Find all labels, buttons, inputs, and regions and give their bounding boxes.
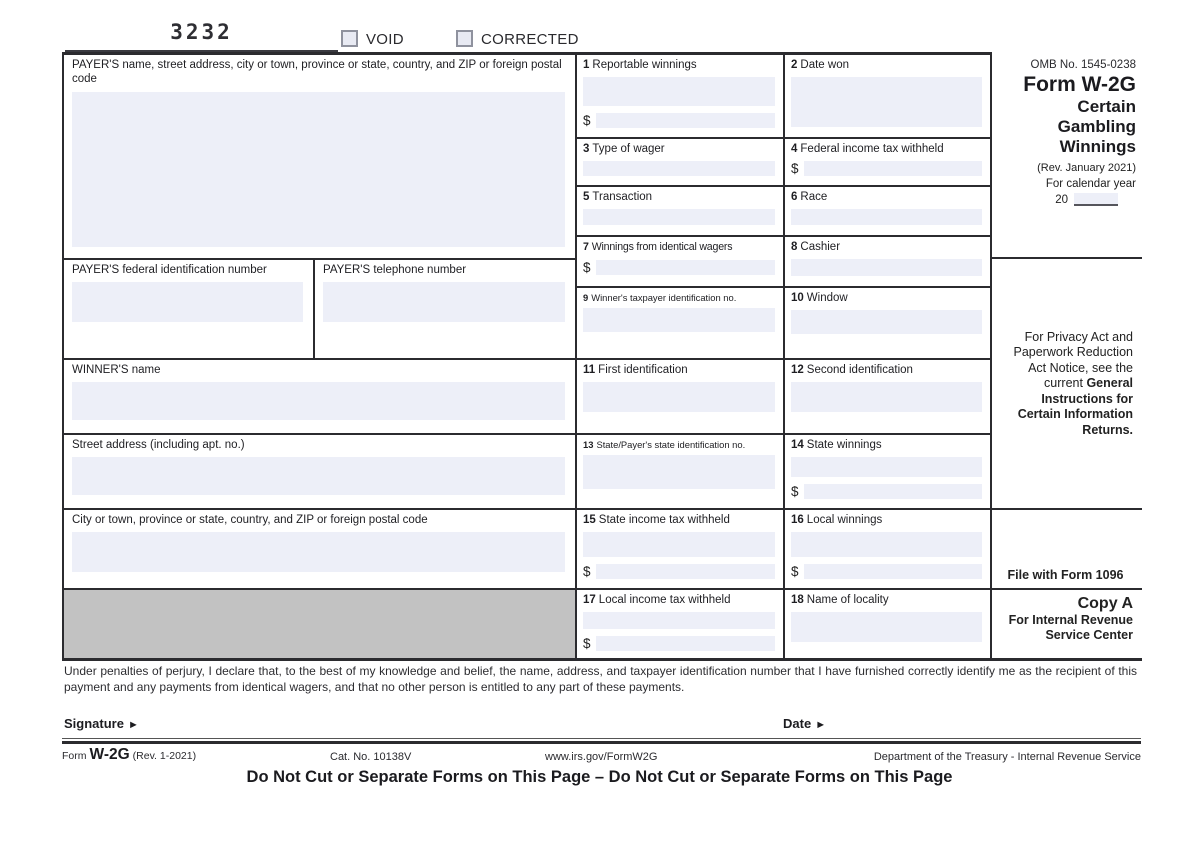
corrected-checkbox[interactable] bbox=[456, 30, 473, 47]
box-15-input[interactable] bbox=[583, 532, 775, 558]
box-16 bbox=[785, 511, 988, 585]
box-17-label: Local income tax withheld bbox=[598, 594, 731, 606]
do-not-cut-notice: Do Not Cut or Separate Forms on This Page – Do Not Cut or Separate Forms on This Page bbox=[246, 768, 953, 786]
payer-name-box bbox=[66, 56, 571, 254]
grid-line bbox=[62, 52, 990, 55]
box-1-input[interactable] bbox=[583, 77, 775, 107]
omb-number: OMB No. 1545-0238 bbox=[1030, 59, 1136, 71]
city-box bbox=[66, 511, 571, 585]
box-13-number: 13 bbox=[583, 439, 594, 450]
calendar-year-row bbox=[998, 193, 1136, 206]
payer-fed-id-box bbox=[66, 261, 309, 355]
payer-fed-id-input[interactable] bbox=[72, 282, 303, 322]
box-9-label: Winner's taxpayer identification no. bbox=[591, 292, 737, 303]
box-3-label: Type of wager bbox=[592, 143, 665, 155]
calendar-year-input[interactable] bbox=[1074, 193, 1118, 206]
form-code-text: 3232 bbox=[170, 20, 233, 44]
box-17-amount-input[interactable] bbox=[596, 636, 775, 651]
box-16-label: Local winnings bbox=[806, 514, 883, 526]
payer-phone-input[interactable] bbox=[323, 282, 565, 322]
void-label: VOID bbox=[366, 31, 404, 48]
box-1-amount-input[interactable] bbox=[596, 113, 775, 128]
box-11-input[interactable] bbox=[583, 382, 775, 412]
dollar-sign: $ bbox=[583, 636, 591, 651]
form-title-line-1: Certain bbox=[1077, 97, 1136, 116]
box-7-amount-input[interactable] bbox=[596, 260, 775, 275]
box-6 bbox=[785, 188, 988, 232]
irs-url[interactable]: www.irs.gov/FormW2G bbox=[545, 751, 658, 763]
box-15 bbox=[577, 511, 781, 585]
footer-form-rev: (Rev. 1-2021) bbox=[132, 750, 197, 762]
dollar-sign: $ bbox=[791, 484, 799, 499]
box-3 bbox=[577, 140, 781, 183]
box-4-amount-input[interactable] bbox=[804, 161, 982, 176]
box-8 bbox=[785, 238, 988, 283]
box-15-number: 15 bbox=[583, 514, 596, 526]
payer-name-input[interactable] bbox=[72, 92, 565, 247]
grid-line bbox=[575, 185, 992, 187]
box-12-input[interactable] bbox=[791, 382, 982, 412]
box-9 bbox=[577, 289, 781, 355]
form-title-line-3: Winnings bbox=[1059, 137, 1136, 156]
box-14-input[interactable] bbox=[791, 457, 982, 478]
box-1 bbox=[577, 56, 781, 134]
copy-a-sub-2: Service Center bbox=[1045, 628, 1133, 642]
box-11-number: 11 bbox=[583, 364, 596, 376]
copy-a-title: Copy A bbox=[1077, 595, 1133, 612]
box-2-number: 2 bbox=[791, 59, 798, 71]
box-16-amount-input[interactable] bbox=[804, 564, 982, 579]
box-4 bbox=[785, 140, 988, 183]
box-11-label: First identification bbox=[598, 364, 688, 376]
form-title-line-2: Gambling bbox=[1057, 117, 1136, 136]
copy-a-block bbox=[992, 591, 1138, 657]
box-5 bbox=[577, 188, 781, 232]
box-6-input[interactable] bbox=[791, 209, 982, 226]
date-label: Date bbox=[783, 716, 812, 731]
box-14 bbox=[785, 436, 988, 505]
street-address-box bbox=[66, 436, 571, 505]
box-12 bbox=[785, 361, 988, 430]
box-10-number: 10 bbox=[791, 292, 804, 304]
rule-line bbox=[62, 741, 1141, 744]
box-2-input[interactable] bbox=[791, 77, 982, 128]
box-5-number: 5 bbox=[583, 191, 590, 203]
box-13-input[interactable] bbox=[583, 455, 775, 489]
box-18-number: 18 bbox=[791, 594, 804, 606]
box-13-label: State/Payer's state identification no. bbox=[596, 439, 746, 450]
grid-line bbox=[62, 358, 992, 360]
box-10-input[interactable] bbox=[791, 310, 982, 334]
rule-line bbox=[62, 738, 1141, 739]
dollar-sign: $ bbox=[583, 113, 591, 128]
form-code-3232 bbox=[65, 20, 338, 53]
grid-line bbox=[990, 257, 1142, 259]
grid-line bbox=[575, 235, 992, 237]
corrected-label: CORRECTED bbox=[481, 31, 579, 48]
box-1-number: 1 bbox=[583, 59, 590, 71]
box-15-amount-input[interactable] bbox=[596, 564, 775, 579]
payer-phone-label: PAYER'S telephone number bbox=[323, 264, 467, 276]
box-1-label: Reportable winnings bbox=[592, 59, 697, 71]
box-14-amount-input[interactable] bbox=[804, 484, 982, 499]
box-8-label: Cashier bbox=[800, 241, 841, 253]
payer-name-label: PAYER'S name, street address, city or town, province or state, country, and ZIP or foreign postal code bbox=[72, 59, 562, 85]
box-16-input[interactable] bbox=[791, 532, 982, 558]
catalog-number: Cat. No. 10138V bbox=[330, 751, 412, 763]
box-9-number: 9 bbox=[583, 292, 589, 303]
privacy-notice-bold: General Instructions for Certain Information Returns. bbox=[1017, 376, 1133, 437]
box-6-label: Race bbox=[800, 191, 828, 203]
box-16-number: 16 bbox=[791, 514, 804, 526]
box-12-label: Second identification bbox=[806, 364, 913, 376]
grid-line bbox=[575, 286, 992, 288]
box-3-number: 3 bbox=[583, 143, 590, 155]
file-with-note bbox=[992, 512, 1138, 584]
signature-field[interactable] bbox=[64, 716, 139, 731]
copy-a-sub-1: For Internal Revenue bbox=[1008, 613, 1133, 627]
perjury-statement: Under penalties of perjury, I declare that, to the best of my knowledge and belief, the name, address, and taxpayer identification number that I have furnished correctly identify me as the recipient of this payment and any payments from identical wagers, and that no other person is entitled to any part of these payments. bbox=[64, 664, 1137, 694]
box-18 bbox=[785, 591, 988, 657]
file-with-text: File with Form 1096 bbox=[1007, 568, 1124, 582]
box-15-label: State income tax withheld bbox=[598, 514, 730, 526]
city-label: City or town, province or state, country, and ZIP or foreign postal code bbox=[72, 514, 428, 526]
box-14-number: 14 bbox=[791, 439, 804, 451]
void-checkbox[interactable] bbox=[341, 30, 358, 47]
dollar-sign: $ bbox=[791, 160, 799, 176]
box-9-input[interactable] bbox=[583, 308, 775, 332]
treasury-department: Department of the Treasury - Internal Revenue Service bbox=[873, 751, 1141, 763]
box-18-label: Name of locality bbox=[806, 594, 889, 606]
grid-line bbox=[62, 658, 1142, 661]
box-17 bbox=[577, 591, 781, 657]
form-title-block bbox=[992, 56, 1138, 254]
winner-name-label: WINNER'S name bbox=[72, 364, 161, 376]
city-input[interactable] bbox=[72, 532, 565, 572]
privacy-notice-text: For Privacy Act and Paperwork Reduction Act Notice, see the current bbox=[1013, 329, 1133, 391]
box-7-label: Winnings from identical wagers bbox=[591, 241, 733, 253]
footer-form-id bbox=[62, 746, 196, 764]
box-14-label: State winnings bbox=[806, 439, 882, 451]
dollar-sign: $ bbox=[583, 259, 591, 275]
shaded-area bbox=[64, 590, 575, 658]
payer-fed-id-label: PAYER'S federal identification number bbox=[72, 264, 267, 276]
calendar-year-label: For calendar year bbox=[1045, 178, 1136, 190]
arrow-right-icon: ► bbox=[815, 719, 827, 731]
box-8-input[interactable] bbox=[791, 259, 982, 277]
street-address-input[interactable] bbox=[72, 457, 565, 495]
payer-phone-box bbox=[317, 261, 571, 355]
box-10 bbox=[785, 289, 988, 355]
dollar-sign: $ bbox=[583, 564, 591, 579]
calendar-year-prefix: 20 bbox=[1055, 194, 1068, 206]
box-7 bbox=[577, 238, 781, 283]
grid-line bbox=[575, 137, 992, 139]
grid-line bbox=[62, 258, 577, 260]
box-13 bbox=[577, 436, 781, 505]
box-8-number: 8 bbox=[791, 241, 798, 253]
revision-date: (Rev. January 2021) bbox=[1037, 162, 1136, 174]
winner-name-input[interactable] bbox=[72, 382, 565, 420]
date-field[interactable] bbox=[783, 716, 826, 731]
dollar-sign: $ bbox=[791, 564, 799, 579]
signature-label: Signature bbox=[64, 716, 124, 731]
grid-line bbox=[62, 508, 1142, 510]
box-4-number: 4 bbox=[791, 143, 798, 155]
box-12-number: 12 bbox=[791, 364, 804, 376]
grid-line bbox=[313, 258, 315, 358]
box-4-label: Federal income tax withheld bbox=[800, 143, 944, 155]
box-6-number: 6 bbox=[791, 191, 798, 203]
box-2-label: Date won bbox=[800, 59, 849, 71]
box-10-label: Window bbox=[806, 292, 848, 304]
footer-form-word: Form bbox=[62, 750, 87, 762]
box-2 bbox=[785, 56, 988, 134]
box-17-input[interactable] bbox=[583, 612, 775, 630]
street-address-label: Street address (including apt. no.) bbox=[72, 439, 245, 451]
arrow-right-icon: ► bbox=[127, 719, 139, 731]
box-7-number: 7 bbox=[583, 241, 589, 253]
box-17-number: 17 bbox=[583, 594, 596, 606]
form-name: Form W-2G bbox=[1023, 73, 1136, 96]
box-18-input[interactable] bbox=[791, 612, 982, 642]
box-11 bbox=[577, 361, 781, 430]
winner-name-box bbox=[66, 361, 571, 430]
box-5-label: Transaction bbox=[592, 191, 653, 203]
grid-line bbox=[62, 52, 64, 660]
privacy-notice bbox=[992, 262, 1138, 505]
footer-form-name: W-2G bbox=[89, 746, 130, 763]
box-3-input[interactable] bbox=[583, 161, 775, 177]
grid-line bbox=[62, 433, 992, 435]
box-5-input[interactable] bbox=[583, 209, 775, 226]
